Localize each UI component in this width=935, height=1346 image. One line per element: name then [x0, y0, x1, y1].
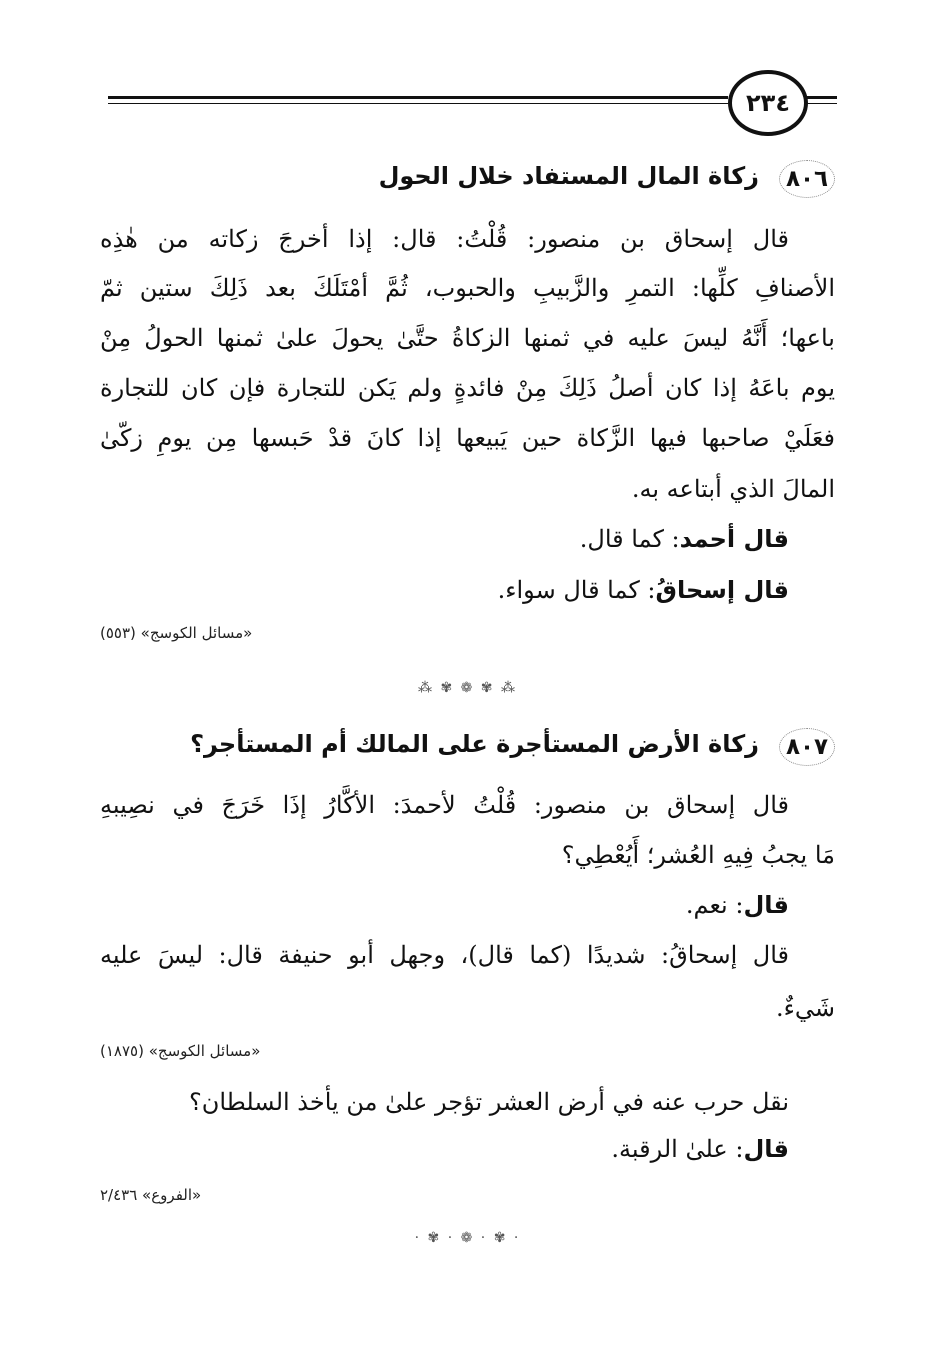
reply-text: : كما قال. — [579, 525, 680, 553]
section-807-heading — [100, 728, 835, 768]
answer-line — [100, 1134, 789, 1164]
header-rule — [108, 96, 728, 99]
paragraph-line: شَيءٌ. — [775, 994, 835, 1022]
page-number: ٢٣٤ — [728, 70, 808, 136]
section-title: زكاة الأرض المستأجرة على المالك أم المستأجر؟ — [190, 730, 759, 758]
reply-text: : علىٰ الرقبة. — [611, 1135, 744, 1163]
speaker-label: قال إسحاقُ — [655, 576, 789, 604]
reply-text: : نعم. — [685, 891, 744, 919]
speaker-label: قال — [743, 1135, 789, 1163]
paragraph-line: باعها؛ أَنَّهُ ليسَ عليه في ثمنها الزكاةُ حتَّىٰ يحولَ علىٰ ثمنها الحولُ مِنْ — [100, 324, 835, 352]
paragraph-line: يوم باعَهُ إذا كان أصلُ ذَلِكَ مِنْ فائدةٍ ولم يَكن للتجارة فإن كان للتجارة — [100, 374, 835, 402]
section-806-heading — [100, 160, 835, 200]
paragraph-line: قال إسحاق بن منصور: قُلْتُ: قال: إذا أخرجَ زكاته من هٰذِه — [100, 225, 789, 253]
header-rule-right — [806, 96, 837, 99]
paragraph-line: قال إسحاق بن منصور: قُلْتُ لأحمدَ: الأكَّارُ إذَا خَرَجَ في نصِيبهِ — [100, 791, 789, 819]
source-citation: «مسائل الكوسج» (٥٥٣) — [100, 624, 253, 642]
paragraph-line: فعَلَيْ صاحبها فيها الزَّكاة حين يَبيعها إذا كانَ قدْ حَبسها مِن يومِ زكّىٰ — [100, 424, 835, 452]
source-citation: «الفروع» ٢/٤٣٦ — [100, 1186, 202, 1204]
ahmad-reply — [100, 524, 789, 554]
answer-line — [100, 890, 789, 920]
paragraph-line: مَا يجبُ فِيهِ العُشر؛ أَيُعْطِي؟ — [561, 841, 835, 869]
speaker-label: قال أحمد — [679, 525, 789, 553]
section-number-badge: ٨٠٧ — [779, 728, 835, 766]
paragraph-line: قال إسحاقُ: شديدًا (كما قال)، وجهل أبو حنيفة قال: ليسَ عليه — [100, 941, 789, 969]
section-title: زكاة المال المستفاد خلال الحول — [378, 162, 759, 190]
section-divider-ornament: ⁂ ✾ ❁ ✾ ⁂ — [418, 680, 517, 696]
paragraph-line: الأصنافِ كلِّها: التمرِ والزَّبيبِ والحبوب، ثُمَّ أمْتَلَكَ بعد ذَلِكَ ستين ثمّ — [100, 274, 835, 302]
speaker-label: قال — [743, 891, 789, 919]
paragraph-line: المالَ الذي أبتاعه به. — [631, 475, 835, 503]
header-rule-thin — [108, 103, 728, 104]
ishaq-reply — [100, 575, 789, 605]
reply-text: : كما قال سواء. — [497, 576, 656, 604]
header-rule-right-thin — [806, 103, 837, 104]
section-number-badge: ٨٠٦ — [779, 160, 835, 198]
section-divider-ornament: · ✾ · ❁ · ✾ · — [414, 1230, 521, 1246]
paragraph-line: نقل حرب عنه في أرض العشر تؤجر علىٰ من يأخذ السلطان؟ — [188, 1088, 789, 1116]
source-citation: «مسائل الكوسج» (١٨٧٥) — [100, 1042, 261, 1060]
